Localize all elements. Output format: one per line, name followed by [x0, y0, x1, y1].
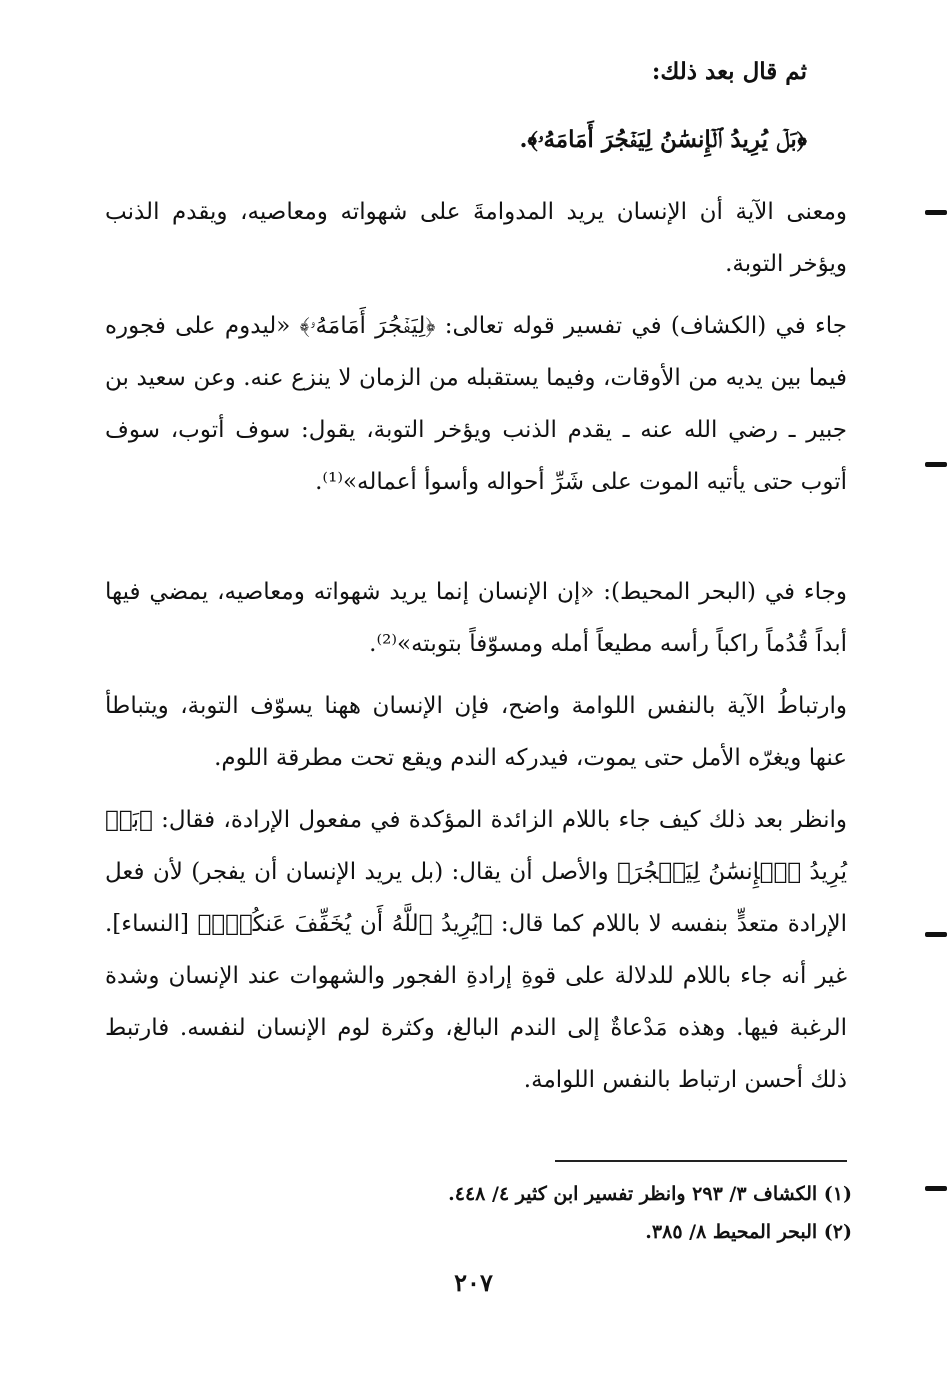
paragraph-3 — [105, 566, 847, 670]
margin-tick-mark — [925, 210, 947, 215]
page-number: ٢٠٧ — [454, 1268, 493, 1297]
margin-tick-mark — [925, 932, 947, 937]
margin-tick-mark — [925, 462, 947, 467]
paragraph-text: وجاء في (البحر المحيط): «إن الإنسان إنما يريد شهواته ومعاصيه، يمضي فيها أبداً قُدُماً راكباً رأسه مطيعاً أمله ومسوّفاً بتوبته»⁽²⁾. — [105, 579, 847, 657]
margin-tick-mark — [925, 1186, 947, 1191]
section-heading: ثم قال بعد ذلك: — [651, 58, 807, 85]
paragraph-2 — [105, 300, 847, 508]
footnote-2: (٢) البحر المحيط ٨/ ٣٨٥. — [645, 1221, 852, 1243]
paragraph-4 — [105, 680, 847, 784]
quran-verse: ﴿بَلۡ يُرِيدُ ٱلۡإِنسَٰنُ لِيَفۡجُرَ أَمَامَهُۥ﴾. — [519, 126, 807, 153]
paragraph-text: وانظر بعد ذلك كيف جاء باللام الزائدة المؤكدة في مفعول الإرادة، فقال: ﴿بَلۡ يُرِيدُ ٱلۡإِنسَٰنُ لِيَفۡجُرَ﴾ والأصل أن يقال: (بل يريد الإنسان أن يفجر) لأن فعل الإرادة متعدٍّ بنفسه لا باللام كما قال: ﴿يُرِيدُ ٱللَّهُ أَن يُخَفِّفَ عَنكُمۡۚ﴾ [النساء]. غير أنه جاء باللام للدلالة على قوةِ إرادةِ الفجور والشهوات عند الإنسان وشدة الرغبة فيها. وهذه مَدْعاةٌ إلى الندم البالغ، وكثرة لوم الإنسان لنفسه. فارتبط ذلك أحسن ارتباط بالنفس اللوامة. — [105, 807, 847, 1093]
footnote-separator — [555, 1160, 847, 1162]
paragraph-1 — [105, 186, 847, 290]
paragraph-5 — [105, 794, 847, 1106]
footnote-1: (١) الكشاف ٣/ ٢٩٣ وانظر تفسير ابن كثير ٤/ ٤٤٨. — [448, 1183, 852, 1205]
footnotes — [292, 1175, 852, 1251]
paragraph-text: وارتباطُ الآية بالنفس اللوامة واضح، فإن الإنسان ههنا يسوّف التوبة، ويتباطأ عنها ويغرّه الأمل حتى يموت، فيدركه الندم ويقع تحت مطرقة اللوم. — [105, 693, 847, 771]
paragraph-text: جاء في (الكشاف) في تفسير قوله تعالى: ﴿لِيَفۡجُرَ أَمَامَهُۥ﴾ «ليدوم على فجوره فيما بين يديه من الأوقات، وفيما يستقبله من الزمان لا ينزع عنه. وعن سعيد بن جبير ـ رضي الله عنه ـ يقدم الذنب ويؤخر التوبة، يقول: سوف أتوب، سوف أتوب حتى يأتيه الموت على شَرِّ أحواله وأسوأ أعماله»⁽¹⁾. — [105, 313, 847, 495]
paragraph-text: ومعنى الآية أن الإنسان يريد المدوامةَ على شهواته ومعاصيه، ويقدم الذنب ويؤخر التوبة. — [105, 199, 847, 277]
